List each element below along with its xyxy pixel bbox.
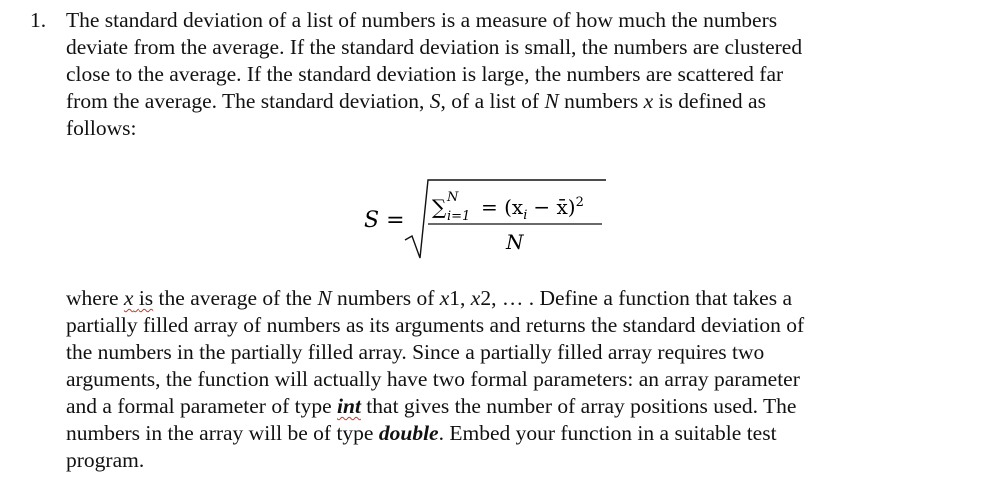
task-line-6 <box>66 420 804 447</box>
task-line-6-b: . Embed your function in a suitable test <box>438 421 777 445</box>
task-line-7: program. <box>66 448 145 472</box>
summation-upper: N <box>447 190 459 205</box>
task-line-2: partially filled array of numbers as its arguments and returns the standard deviation of <box>66 313 805 337</box>
task-line-1-f: 2, … . Define a function that takes a <box>480 286 792 310</box>
numerator-minus-xbar: − x̄) <box>533 195 576 219</box>
xbar-variable: x <box>123 286 134 310</box>
intro-line-4-text-d: is defined as <box>653 89 766 113</box>
exponent-2: 2 <box>575 195 584 210</box>
type-double: double <box>378 421 439 445</box>
intro-line-5: follows: <box>66 116 137 140</box>
numerator-text <box>481 195 584 223</box>
task-line-1-a: where <box>66 286 124 310</box>
x2-variable: x <box>470 286 481 310</box>
task-line-1-e: 1, <box>449 286 471 310</box>
intro-line-3: close to the average. If the standard deviation is large, the numbers are scattered far <box>66 62 784 86</box>
summation-lower: i=1 <box>447 209 471 224</box>
intro-line-4-text-c: numbers <box>558 89 644 113</box>
subscript-i: i <box>523 208 528 223</box>
task-line-5 <box>66 393 804 420</box>
variable-s: S <box>429 89 441 113</box>
formula-lhs: S = <box>364 208 405 233</box>
intro-line-4-text-a: from the average. The standard deviation, <box>66 89 430 113</box>
denominator: N <box>506 230 524 254</box>
question-number: 1. <box>30 8 47 32</box>
numerator-open: = (x <box>481 195 524 219</box>
intro-line-1: The standard deviation of a list of numbers is a measure of how much the numbers <box>66 8 778 32</box>
variable-x: x <box>643 89 654 113</box>
task-line-1 <box>66 285 804 312</box>
task-paragraph <box>66 285 804 474</box>
spellcheck-is: is <box>138 286 154 310</box>
summation-symbol: ∑ <box>432 195 447 219</box>
task-line-6-a: numbers in the array will be of type <box>66 421 379 445</box>
task-line-5-a: and a formal parameter of type <box>66 394 338 418</box>
task-line-4: arguments, the function will actually have two formal parameters: an array parameter <box>66 367 800 391</box>
intro-line-2: deviate from the average. If the standard deviation is small, the numbers are clustered <box>66 35 803 59</box>
variable-n: N <box>544 89 559 113</box>
task-line-3: the numbers in the partially filled array. Since a partially filled array requires two <box>66 340 765 364</box>
type-int: int <box>337 394 361 418</box>
task-line-1-c: the average of the <box>153 286 318 310</box>
task-variable-n: N <box>317 286 332 310</box>
intro-line-4-text-b: , of a list of <box>440 89 545 113</box>
x1-variable: x <box>439 286 450 310</box>
task-line-1-d: numbers of <box>331 286 440 310</box>
task-line-5-b: that gives the number of array positions used. The <box>360 394 797 418</box>
